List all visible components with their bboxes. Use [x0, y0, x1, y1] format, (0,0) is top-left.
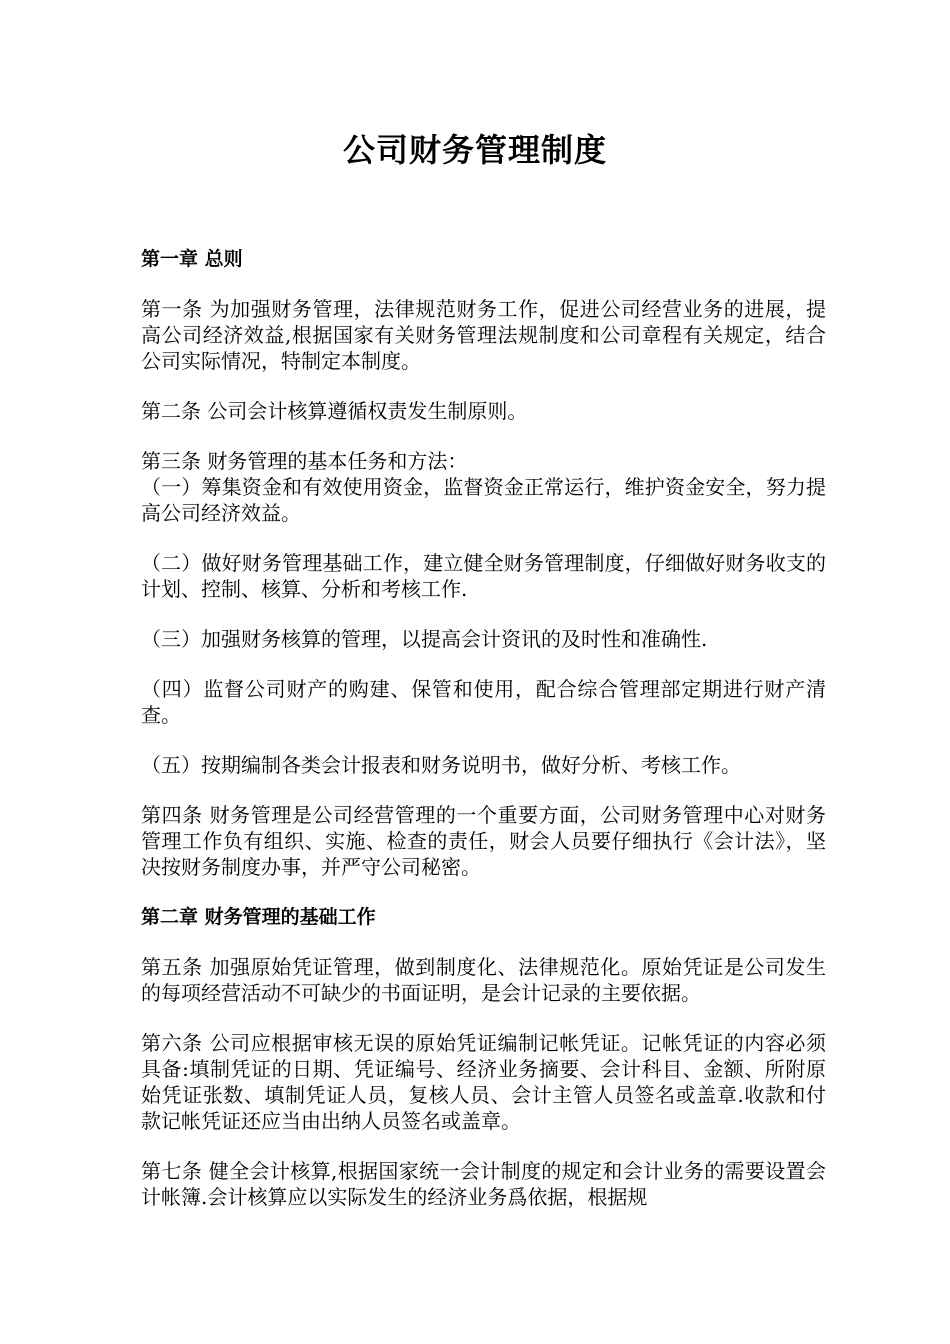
article-3-item-1: （一）筹集资金和有效使用资金，监督资金正常运行，维护资金安全，努力提高公司经济效益。	[141, 475, 826, 525]
chapter-heading-1: 第一章 总则	[141, 248, 243, 270]
article-3-item-5: （五）按期编制各类会计报表和财务说明书，做好分析、考核工作。	[141, 753, 741, 777]
article-3-item-2: （二）做好财务管理基础工作，建立健全财务管理制度，仔细做好财务收支的计划、控制、核算、分析和考核工作.	[141, 551, 826, 601]
article-6: 第六条 公司应根据审核无误的原始凭证编制记帐凭证。记帐凭证的内容必须具备:填制凭证的日期、凭证编号、经济业务摘要、会计科目、金额、所附原始凭证张数、填制凭证人员，复核人员、会计主管人员签名或盖章.收款和付款记帐凭证还应当由出纳人员签名或盖章。	[141, 1031, 826, 1133]
article-7: 第七条 健全会计核算,根据国家统一会计制度的规定和会计业务的需要设置会计帐簿.会计核算应以实际发生的经济业务爲依据，根据规	[141, 1159, 826, 1209]
document-body	[141, 246, 826, 1210]
article-3: 第三条 财务管理的基本任务和方法：	[141, 449, 468, 473]
article-2: 第二条 公司会计核算遵循权责发生制原则。	[141, 399, 528, 423]
page-title: 公司财务管理制度	[342, 131, 607, 169]
article-5: 第五条 加强原始凭证管理，做到制度化、法律规范化。原始凭证是公司发生的每项经营活动不可缺少的书面证明，是会计记录的主要依据。	[141, 955, 826, 1005]
article-1: 第一条 为加强财务管理，法律规范财务工作，促进公司经营业务的进展，提高公司经济效益,根据国家有关财务管理法规制度和公司章程有关规定，结合公司实际情况，特制定本制度。	[141, 297, 826, 373]
article-3-item-4: （四）监督公司财产的购建、保管和使用，配合综合管理部定期进行财产清查。	[141, 677, 826, 727]
chapter-heading-2: 第二章 财务管理的基础工作	[141, 906, 376, 928]
article-3-item-3: （三）加强财务核算的管理，以提高会计资讯的及时性和准确性.	[141, 627, 708, 651]
article-4: 第四条 财务管理是公司经营管理的一个重要方面，公司财务管理中心对财务管理工作负有组织、实施、检查的责任，财会人员要仔细执行《会计法》，坚决按财务制度办事，并严守公司秘密。	[141, 803, 826, 879]
